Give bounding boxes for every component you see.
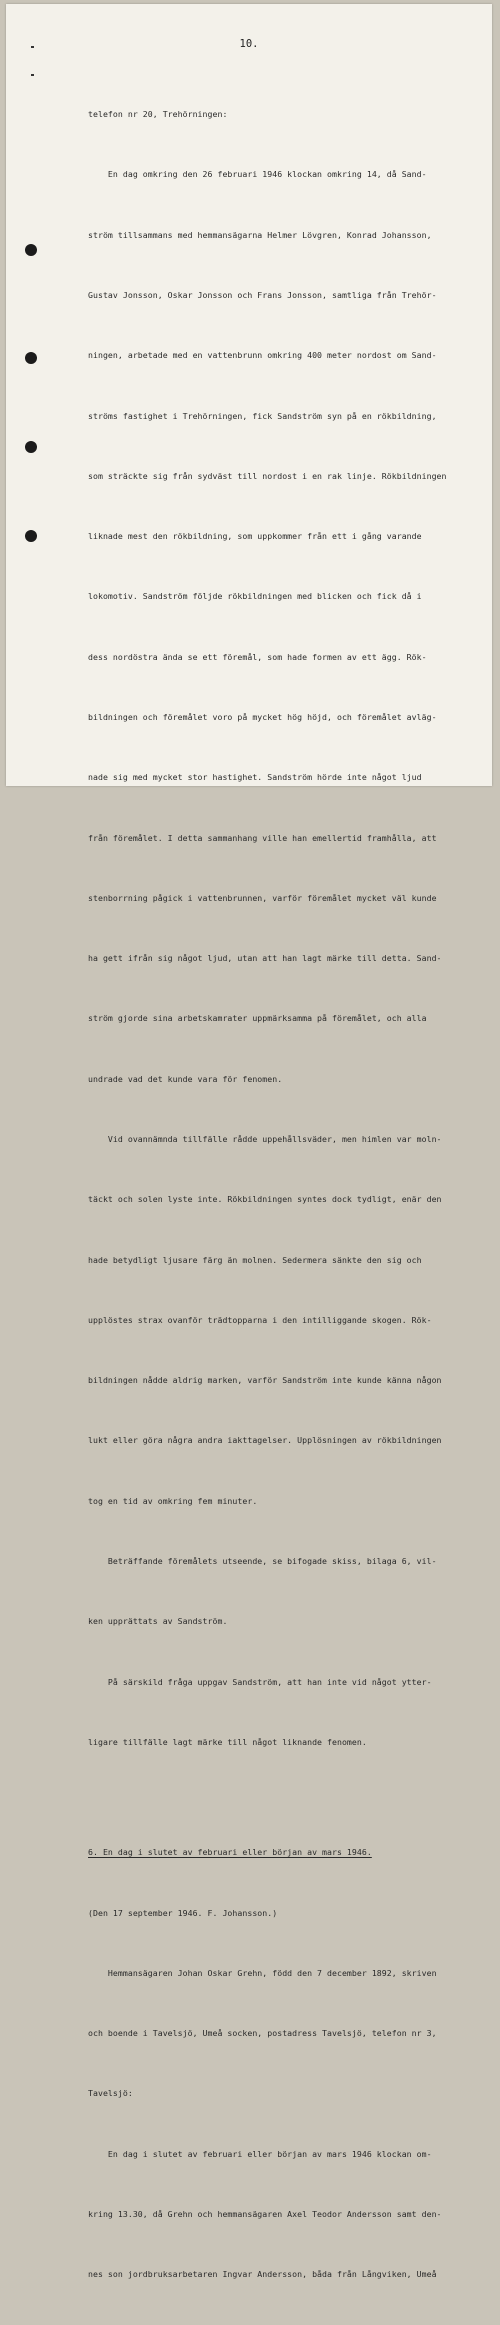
text-line: Hemmansägaren Johan Oskar Grehn, född den 7 december 1892, skriven [88,1967,437,1978]
text-line: undrade vad det kunde vara för fenomen. [88,1073,283,1084]
text-line: hade betydligt ljusare färg än molnen. Sedermera sänkte den sig och [88,1254,422,1265]
text-line: ken upprättats av Sandström. [88,1616,228,1627]
text-line: ningen, arbetade med en vattenbrunn omkring 400 meter nordost om Sand- [88,350,437,361]
text-line: På särskild fråga uppgav Sandström, att han inte vid något ytter- [88,1676,432,1687]
text-line: lokomotiv. Sandström följde rökbildningen med blicken och fick då i [88,591,422,602]
text-line: stenborrning pågick i vattenbrunnen, varför föremålet mycket väl kunde [88,892,437,903]
text-line: dess nordöstra ända se ett föremål, som hade formen av ett ägg. Rök- [88,651,427,662]
text-line: nade sig med mycket stor hastighet. Sandström hörde inte något ljud [88,772,422,783]
text-line: bildningen och föremålet voro på mycket hög höjd, och föremålet avläg- [88,712,437,722]
text-line: nes son jordbruksarbetaren Ingvar Andersson, båda från Långviken, Umeå [88,2269,437,2280]
text-line: Beträffande föremålets utseende, se bifogade skiss, bilaga 6, vil- [88,1555,437,1566]
document-body [88,64,468,2325]
page-number: 10. [239,38,259,50]
text-line: telefon nr 20, Trehörningen: [88,109,228,120]
text-line: som sträckte sig från sydväst till nordost i en rak linje. Rökbildningen [88,470,447,481]
text-line: ströms fastighet i Trehörningen, fick Sandström syn på en rökbildning, [88,410,437,421]
text-line: Tavelsjö: [88,2088,133,2099]
text-line: En dag i slutet av februari eller början av mars 1946 klockan om- [88,2148,432,2159]
text-line: Gustav Jonsson, Oskar Jonsson och Frans Jonsson, samtliga från Trehör- [88,290,437,301]
text-line: En dag omkring den 26 februari 1946 klockan omkring 14, då Sand- [88,169,427,180]
text-line: (Den 17 september 1946. F. Johansson.) [88,1907,278,1918]
text-line: ström gjorde sina arbetskamrater uppmärksamma på föremålet, och alla [88,1013,427,1024]
section-heading: 6. En dag i slutet av februari eller början av mars 1946. [88,1847,372,1858]
document-page [6,4,492,2280]
text-line: ha gett ifrån sig något ljud, utan att han lagt märke till detta. Sand- [88,953,442,964]
margin-mark [31,74,34,76]
text-line: kring 13.30, då Grehn och hemmansägaren Axel Teodor Andersson samt den- [88,2208,442,2219]
punch-hole [25,352,37,364]
text-line: täckt och solen lyste inte. Rökbildningen syntes dock tydligt, enär den [88,1194,442,1205]
punch-hole [25,244,37,256]
text-line: upplöstes strax ovanför trädtopparna i den intilliggande skogen. Rök- [88,1314,432,1325]
text-line: liknade mest den rökbildning, som uppkommer från ett i gång varande [88,531,422,542]
text-line: från föremålet. I detta sammanhang ville han emellertid framhålla, att [88,832,437,843]
text-line: ligare tillfälle lagt märke till något liknande fenomen. [88,1736,367,1747]
text-line: lukt eller göra några andra iakttagelser. Upplösningen av rökbildningen [88,1435,442,1446]
text-line: ström tillsammans med hemmansägarna Helmer Lövgren, Konrad Johansson, [88,229,432,240]
blank-line [88,1792,468,1802]
text-line: tog en tid av omkring fem minuter. [88,1495,258,1506]
punch-hole [25,441,37,453]
text-line: och boende i Tavelsjö, Umeå socken, postadress Tavelsjö, telefon nr 3, [88,2028,437,2039]
text-line: Vid ovannämnda tillfälle rådde uppehållsväder, men himlen var moln- [88,1133,442,1144]
punch-hole [25,530,37,542]
text-line: bildningen nådde aldrig marken, varför Sandström inte kunde känna någon [88,1375,442,1386]
